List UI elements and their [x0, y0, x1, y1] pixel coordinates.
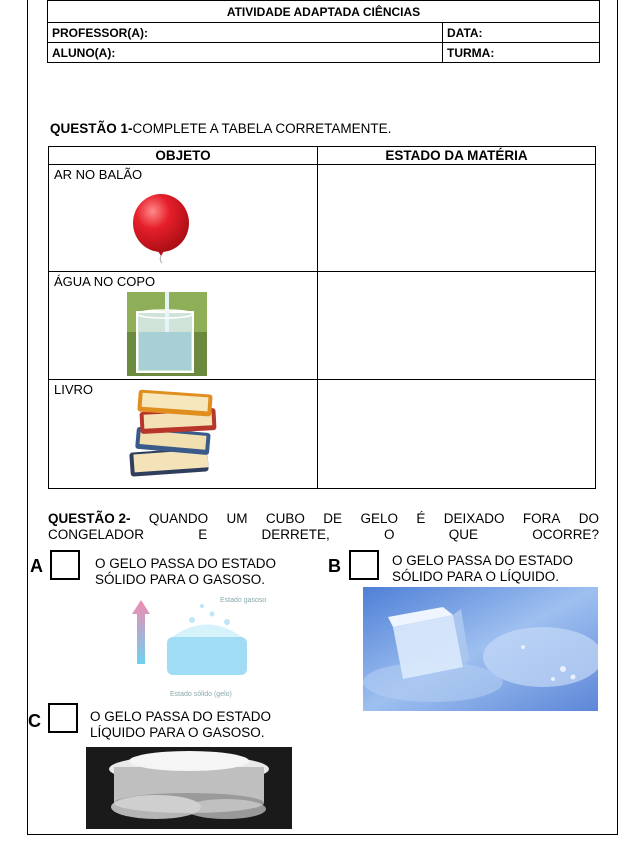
option-a-line1: O GELO PASSA DO ESTADO — [95, 556, 277, 571]
option-a-letter: A — [30, 556, 43, 576]
header-table — [47, 0, 600, 63]
option-c-line2: LÍQUIDO PARA O GASOSO. — [90, 725, 265, 740]
option-b-line1: O GELO PASSA DO ESTADO — [392, 553, 574, 568]
solid-state-caption: Estado sólido (gelo) — [170, 691, 232, 698]
date-field[interactable]: DATA: — [443, 23, 600, 43]
col-object-header: OBJETO — [49, 147, 318, 165]
option-a-text — [95, 556, 276, 588]
object-label: AR NO BALÃO — [54, 167, 143, 182]
object-cell — [49, 272, 318, 380]
option-a-checkbox[interactable] — [50, 550, 80, 580]
books-stack-image — [124, 388, 224, 483]
states-table — [48, 146, 596, 489]
q2-word: E — [198, 527, 208, 542]
q2-word: FORA — [522, 511, 561, 526]
option-c-line1: O GELO PASSA DO ESTADO — [90, 709, 272, 724]
q2-word: DERRETE, — [261, 527, 330, 542]
water-glass-image — [127, 292, 207, 376]
professor-field[interactable]: PROFESSOR(A): — [48, 23, 443, 43]
q2-word: DEIXADO — [443, 511, 505, 526]
class-field[interactable]: TURMA: — [443, 43, 600, 63]
q2-word: UM — [226, 511, 248, 526]
option-c-letter: C — [28, 711, 41, 731]
table-row — [49, 380, 596, 489]
state-cell[interactable] — [318, 165, 596, 272]
question-1-number: QUESTÃO 1- — [50, 121, 133, 136]
melting-ice-image — [363, 587, 598, 711]
gas-state-caption: Estado gasoso — [220, 597, 267, 604]
question-1-text: COMPLETE A TABELA CORRETAMENTE. — [132, 121, 392, 136]
option-a-line2: SÓLIDO PARA O GASOSO. — [95, 572, 266, 587]
option-b-letter: B — [328, 556, 341, 576]
red-balloon-image — [129, 193, 193, 263]
question-2-number: QUESTÃO 2- — [48, 511, 131, 526]
option-b-line2: SÓLIDO PARA O LÍQUIDO. — [392, 569, 560, 584]
dry-ice-vapor-image — [86, 747, 292, 829]
option-b-checkbox[interactable] — [349, 550, 379, 580]
table-row — [49, 165, 596, 272]
q2-word: GELO — [360, 511, 398, 526]
question-2-line1 — [48, 510, 599, 527]
ice-sublimation-image — [132, 592, 282, 700]
table-row — [49, 272, 596, 380]
col-state-header: ESTADO DA MATÉRIA — [318, 147, 596, 165]
option-c-checkbox[interactable] — [48, 703, 78, 733]
q2-word: DO — [578, 511, 599, 526]
q2-word: CONGELADOR — [48, 527, 145, 542]
header-title: ATIVIDADE ADAPTADA CIÊNCIAS — [48, 1, 600, 23]
q2-word: OCORRE? — [532, 527, 599, 542]
option-c-text — [90, 709, 271, 741]
object-label: ÁGUA NO COPO — [54, 274, 156, 289]
state-cell[interactable] — [318, 272, 596, 380]
student-field[interactable]: ALUNO(A): — [48, 43, 443, 63]
q2-word: É — [416, 511, 426, 526]
q2-word: DE — [323, 511, 343, 526]
q2-word: QUE — [448, 527, 478, 542]
object-cell — [49, 165, 318, 272]
object-cell — [49, 380, 318, 489]
q2-word: QUANDO — [148, 511, 209, 526]
object-label: LIVRO — [54, 382, 94, 397]
q2-word: O — [383, 527, 395, 542]
question-2-line2 — [48, 527, 599, 542]
q2-word: CUBO — [265, 511, 305, 526]
state-cell[interactable] — [318, 380, 596, 489]
option-b-text — [392, 553, 573, 585]
question-1-heading — [50, 121, 391, 136]
